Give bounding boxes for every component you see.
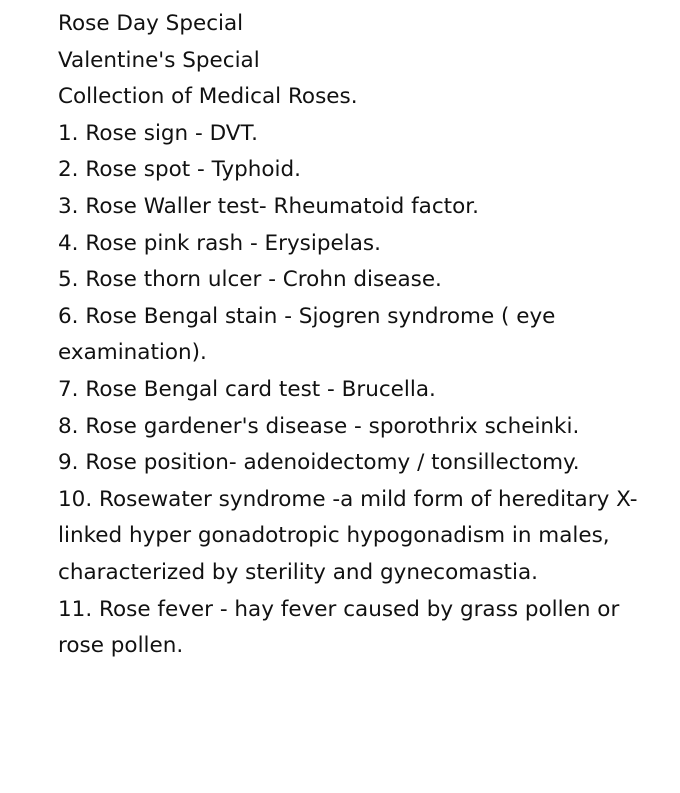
list-item: 10. Rosewater syndrome -a mild form of hereditary X- linked hyper gonadotropic hypogonadism in males, characterized by sterility and gynecomastia. <box>58 486 638 585</box>
list-item: 5. Rose thorn ulcer - Crohn disease. <box>58 267 442 293</box>
list-item: 6. Rose Bengal stain - Sjogren syndrome ( eye examination). <box>58 303 556 366</box>
collection-heading: Collection of Medical Roses. <box>58 84 358 110</box>
list-item: 4. Rose pink rash - Erysipelas. <box>58 230 381 256</box>
list-item: 8. Rose gardener's disease - sporothrix scheinki. <box>58 413 580 439</box>
list-item: 1. Rose sign - DVT. <box>58 120 258 146</box>
list-item: 2. Rose spot - Typhoid. <box>58 157 301 183</box>
subtitle-line: Valentine's Special <box>58 47 260 73</box>
document-body <box>58 6 658 665</box>
title-line: Rose Day Special <box>58 11 244 36</box>
list-item: 3. Rose Waller test- Rheumatoid factor. <box>58 193 479 219</box>
list-item: 11. Rose fever - hay fever caused by grass pollen or rose pollen. <box>58 596 620 659</box>
list-item: 7. Rose Bengal card test - Brucella. <box>58 376 436 402</box>
list-item: 9. Rose position- adenoidectomy / tonsillectomy. <box>58 450 580 476</box>
